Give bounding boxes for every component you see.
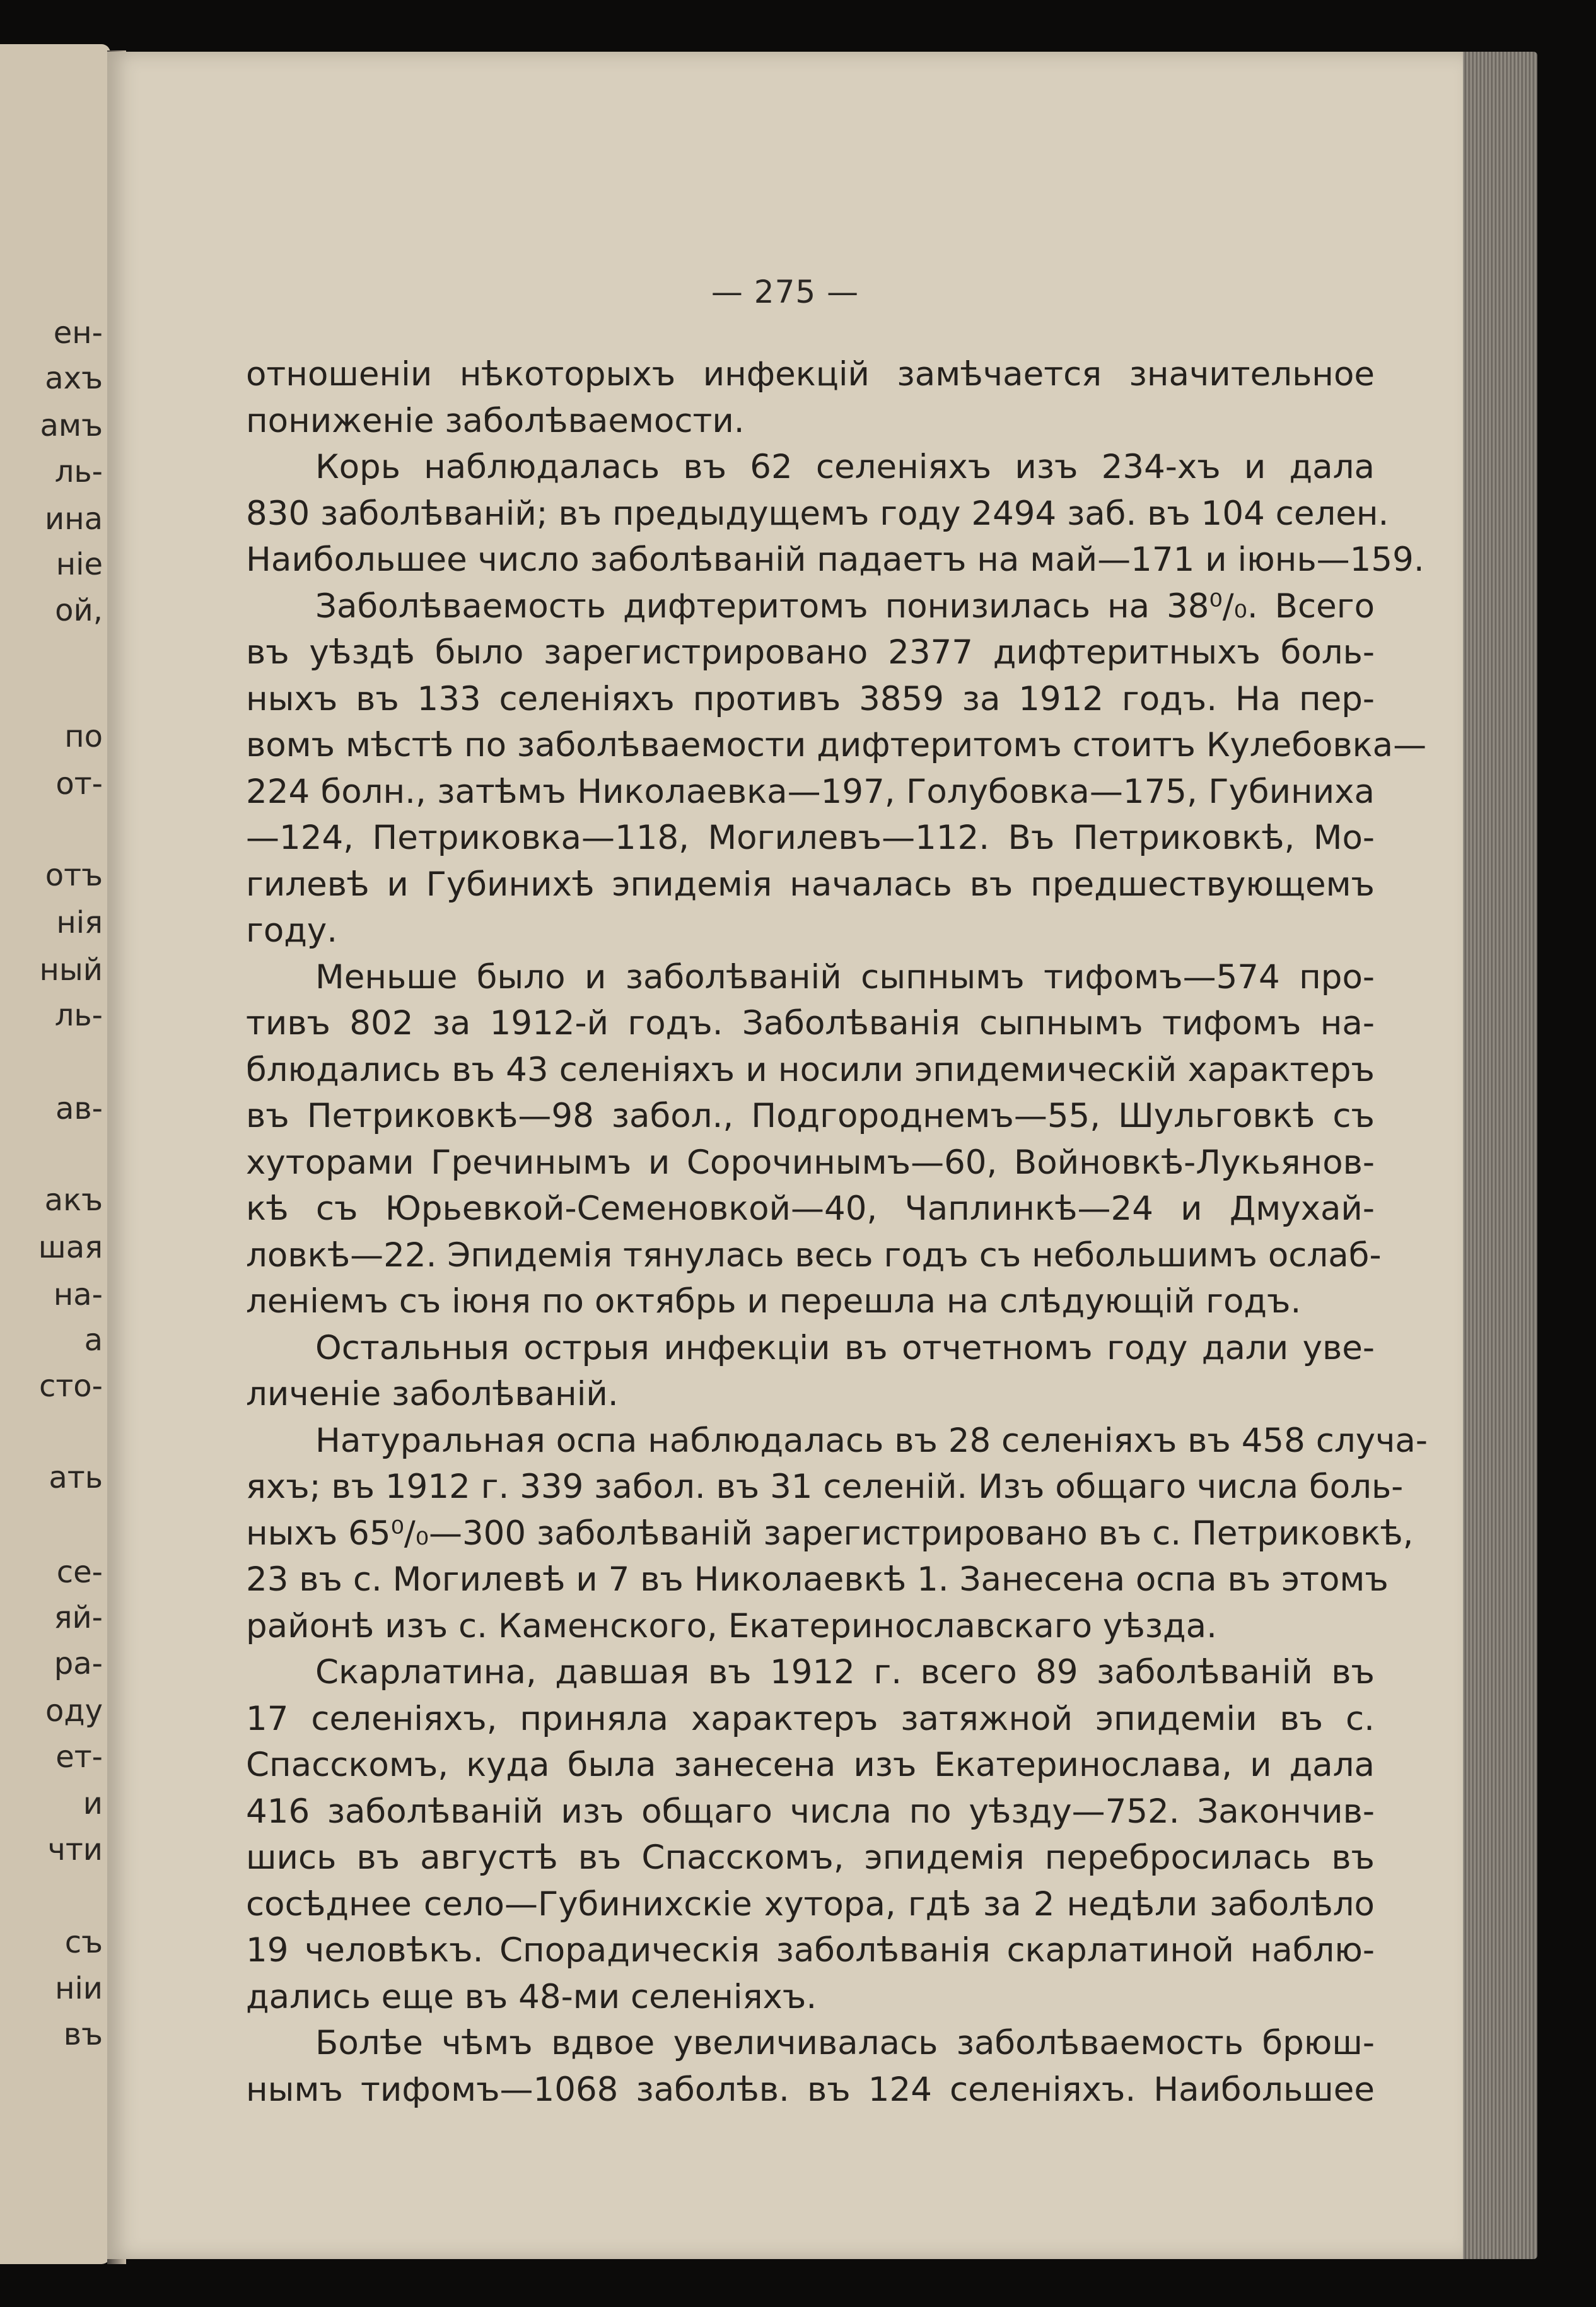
left-page-fragment: ль- [54,998,103,1033]
left-page-fragment: отъ [45,858,103,893]
left-page-fragment: ніи [55,1971,103,2006]
text-line: тивъ 802 за 1912-й годъ. Заболѣванія сыпнымъ тифомъ на- [246,1004,1375,1043]
text-line: въ Петриковкѣ—98 забол., Подгороднемъ—55, Шульговкѣ съ [246,1097,1375,1135]
text-line: 416 заболѣваній изъ общаго числа по уѣзду—752. Закончив- [246,1792,1375,1831]
left-page-fragment: яй- [54,1600,103,1635]
text-line: Натуральная оспа наблюдалась въ 28 селеніяхъ въ 458 случа- [315,1421,1428,1460]
left-page-fragment: амъ [40,408,103,443]
left-page-fragment: съ [64,1925,103,1960]
text-line: шись въ августѣ въ Спасскомъ, эпидемія перебросилась въ [246,1838,1375,1877]
left-page-fragment: ой, [55,593,103,628]
text-line: 830 заболѣваній; въ предыдущемъ году 2494 заб. въ 104 селен. [246,494,1389,533]
text-line: Наибольшее число заболѣваній падаетъ на май—171 и іюнь—159. [246,540,1424,579]
left-page-fragment: ать [49,1460,103,1495]
left-page-fragment: ет- [55,1739,103,1775]
left-page-fragment: въ [63,2017,103,2052]
left-page-fragment: ра- [54,1646,103,1681]
text-line: Скарлатина, давшая въ 1912 г. всего 89 заболѣваній въ [315,1653,1375,1691]
text-line: ныхъ въ 133 селеніяхъ противъ 3859 за 1912 годъ. На пер- [246,679,1375,718]
text-line: леніемъ съ іюня по октябрь и перешла на слѣдующій годъ. [246,1282,1302,1321]
text-line: въ уѣздѣ было зарегистрировано 2377 дифтеритныхъ боль- [246,633,1375,672]
page-number: — 275 — [711,274,859,310]
text-line: году. [246,911,338,950]
text-line: дались еще въ 48-ми селеніяхъ. [246,1977,817,2016]
text-line: 23 въ с. Могилевѣ и 7 въ Николаевкѣ 1. Занесена оспа въ этомъ [246,1560,1389,1599]
text-line: ловкѣ—22. Эпидемія тянулась весь годъ съ небольшимъ ослаб- [246,1235,1382,1275]
left-page-fragment: и [83,1786,103,1821]
left-page-fragment: акъ [44,1183,103,1218]
text-line: яхъ; въ 1912 г. 339 забол. въ 31 селеній. Изъ общаго числа боль- [246,1468,1404,1506]
left-page-fragment: оду [45,1693,103,1729]
text-line: Корь наблюдалась въ 62 селеніяхъ изъ 234-хъ и дала [315,448,1375,486]
text-line: сосѣднее село—Губинихскіе хутора, гдѣ за 2 недѣли заболѣло [246,1884,1375,1924]
text-line: Спасскомъ, куда была занесена изъ Екатеринослава, и дала [246,1746,1375,1784]
left-page-fragment: чти [47,1832,103,1867]
text-line: нымъ тифомъ—1068 заболѣв. въ 124 селеніяхъ. Наибольшее [246,2070,1375,2109]
text-line: 19 человѣкъ. Спорадическія заболѣванія скарлатиной наблю- [246,1931,1375,1970]
text-line: пониженіе заболѣваемости. [246,401,745,440]
book-page [107,52,1463,2259]
left-page-fragment: ен- [53,315,103,351]
text-line: Болѣе чѣмъ вдвое увеличивалась заболѣваемость брюш- [315,2024,1375,2062]
text-line: хуторами Гречинымъ и Сорочинымъ—60, Войновкѣ-Лукьянов- [246,1143,1375,1182]
text-line: —124, Петриковка—118, Могилевъ—112. Въ Петриковкѣ, Мо- [246,819,1375,857]
text-line: Заболѣваемость дифтеритомъ понизилась на 38⁰/₀. Всего [315,587,1375,626]
text-line: районѣ изъ с. Каменского, Екатеринославскаго уѣзда. [246,1606,1217,1645]
text-line: кѣ съ Юрьевкой-Семеновкой—40, Чаплинкѣ—24 и Дмухай- [246,1189,1375,1228]
page-edges [1462,52,1537,2259]
text-line: вомъ мѣстѣ по заболѣваемости дифтеритомъ стоитъ Кулебовка— [246,726,1427,764]
left-facing-page [0,44,110,2264]
text-line: гилевѣ и Губинихѣ эпидемія началась въ предшествующемъ [246,865,1375,904]
left-page-fragment: ина [45,501,103,537]
text-line: ныхъ 65⁰/₀—300 заболѣваній зарегистрировано въ с. Петриковкѣ, [246,1514,1414,1553]
left-page-fragment: се- [56,1555,103,1590]
left-page-fragment: на- [53,1277,103,1312]
left-page-fragment: ав- [55,1091,103,1126]
left-page-fragment: ахъ [45,361,103,396]
text-line: отношеніи нѣкоторыхъ инфекцій замѣчается значительное [246,355,1375,394]
text-line: личеніе заболѣваній. [246,1375,619,1413]
left-page-fragment: шая [38,1230,103,1265]
body-text [246,351,1428,2113]
text-line: блюдались въ 43 селеніяхъ и носили эпидемическій характеръ [246,1050,1375,1089]
left-page-fragment: ль- [54,454,103,489]
text-line: 224 болн., затѣмъ Николаевка—197, Голубовка—175, Губиниха [246,772,1375,811]
left-page-fragment: ніе [55,547,103,582]
left-page-fragment: нія [56,905,103,940]
left-page-fragment: от- [55,766,103,802]
left-page-fragment: по [64,719,103,754]
text-line: Остальныя острыя инфекціи въ отчетномъ году дали уве- [315,1328,1375,1367]
left-page-fragment: ный [39,952,103,988]
text-line: 17 селеніяхъ, приняла характеръ затяжной эпидеміи въ с. [246,1699,1375,1738]
text-line: Меньше было и заболѣваній сыпнымъ тифомъ—574 про- [315,957,1375,996]
left-page-fragment: сто- [38,1369,103,1404]
left-page-fragment: а [84,1323,103,1358]
